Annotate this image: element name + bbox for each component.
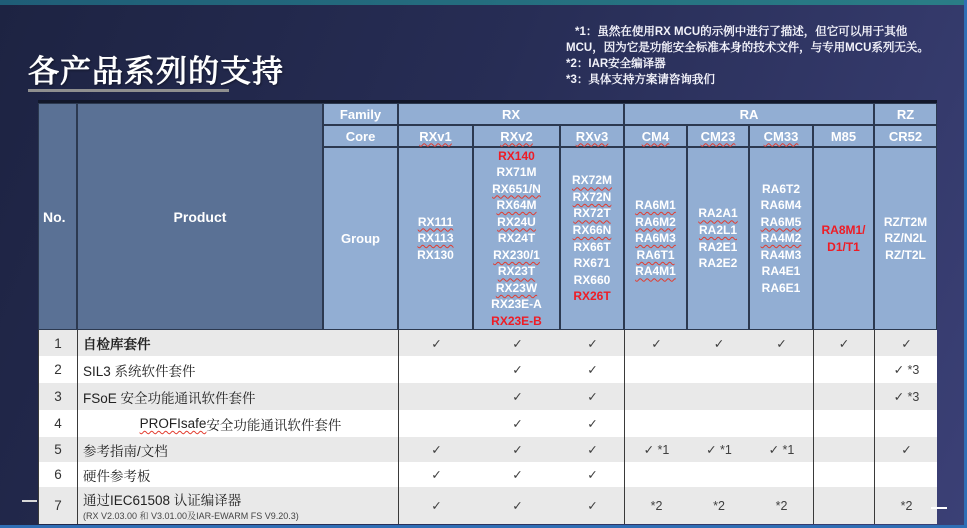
group-item: RX26T — [573, 289, 611, 304]
support-mark: ✓ — [431, 336, 442, 351]
group-item: RZ/T2L — [885, 247, 926, 262]
core-m85 — [813, 125, 874, 147]
group-item: RX651/N — [492, 181, 541, 196]
support-mark — [625, 462, 688, 487]
footnote-3: *3：具体支持方案请咨询我们 — [566, 74, 715, 86]
support-mark: ✓ — [431, 499, 442, 513]
footnote-2: *2：IAR安全编译器 — [566, 58, 666, 70]
support-mark — [688, 410, 750, 437]
core-cr52-label: CR52 — [888, 128, 923, 144]
group-item: RA6M5 — [760, 214, 802, 229]
support-mark — [625, 356, 688, 383]
core-rxv1-label: RXv1 — [419, 128, 452, 144]
group-item: RZ/T2M — [883, 214, 928, 229]
group-cr52 — [874, 147, 937, 330]
group-item: RA2E1 — [698, 239, 738, 254]
row-no: 1 — [39, 330, 78, 356]
support-mark: ✓ — [561, 462, 625, 487]
tick-mark-right — [931, 507, 947, 509]
support-mark: ✓ *1 — [750, 437, 814, 462]
support-mark: ✓ — [431, 443, 442, 457]
group-item: RX111 — [417, 214, 454, 229]
support-mark: ✓ — [561, 383, 625, 410]
support-mark — [399, 356, 474, 383]
group-item: RX23E-A — [491, 297, 542, 312]
group-item: RX24T — [497, 231, 536, 246]
core-cm23-label: CM23 — [700, 128, 736, 144]
support-mark: ✓ — [512, 499, 523, 513]
row-product — [78, 410, 399, 437]
support-mark: ✓ — [512, 443, 523, 457]
support-mark: ✓ — [561, 487, 625, 524]
header-product: Product — [77, 103, 323, 330]
product-sublabel: (RX V2.03.00 和 V3.01.00及IAR-EWARM FS V9.20.3) — [83, 511, 299, 521]
table-row — [38, 462, 937, 487]
support-mark: ✓ *3 — [893, 390, 920, 404]
table-row — [38, 330, 937, 356]
group-item: RA6T2 — [761, 181, 800, 196]
top-accent-bar — [0, 0, 964, 5]
core-cm33 — [749, 125, 813, 147]
support-mark — [688, 356, 750, 383]
row-product — [78, 487, 399, 524]
support-mark: *2 — [650, 498, 663, 513]
group-rxv2 — [473, 147, 560, 330]
core-cm23 — [687, 125, 749, 147]
header-family-label: Family — [323, 103, 398, 125]
group-item: RX23T — [497, 264, 536, 279]
product-label: 自检库套件 — [83, 337, 151, 352]
group-item: RX230/1 — [493, 247, 540, 262]
group-item: RA6M4 — [760, 198, 802, 213]
group-item: RA4M1 — [635, 264, 676, 279]
group-item: RA8M1/ — [821, 222, 866, 237]
support-mark: ✓ — [901, 443, 912, 457]
support-mark: ✓ — [512, 390, 523, 404]
core-rxv2-label: RXv2 — [500, 128, 533, 144]
support-mark: ✓ — [512, 417, 523, 431]
support-mark: ✓ — [561, 330, 625, 356]
footnote-1: *1：虽然在使用RX MCU的示例中进行了描述，但它可以用于其他 — [575, 26, 908, 38]
group-m85 — [813, 147, 874, 330]
support-mark: ✓ — [512, 363, 523, 377]
group-rxv1 — [398, 147, 473, 330]
support-mark: ✓ — [750, 330, 814, 356]
family-rz: RZ — [874, 103, 937, 125]
support-mark — [688, 383, 750, 410]
header-group-label: Group — [323, 147, 398, 330]
product-label-prefix: PROFIsafe — [139, 416, 207, 431]
core-cr52 — [874, 125, 937, 147]
group-item: RZ/N2L — [884, 231, 927, 246]
group-item: RX66T — [573, 239, 611, 254]
group-item: RA2L1 — [698, 222, 737, 237]
group-item: RX71M — [496, 165, 537, 180]
support-mark: ✓ — [651, 336, 662, 351]
core-cm4 — [624, 125, 687, 147]
support-mark — [625, 383, 688, 410]
support-mark: ✓ — [901, 336, 912, 351]
row-no: 4 — [39, 410, 78, 437]
support-mark — [814, 383, 875, 410]
group-item: RA4M3 — [760, 247, 802, 262]
support-mark: *2 — [750, 487, 814, 524]
product-label: 硬件参考板 — [83, 468, 151, 484]
group-item: RA6M1 — [635, 198, 676, 213]
row-no: 3 — [39, 383, 78, 410]
group-item: RA2A1 — [698, 206, 738, 221]
page-title: 各产品系列的支持 — [28, 54, 284, 89]
group-item: RX23E-B — [491, 313, 542, 328]
group-item: RX660 — [573, 272, 611, 287]
core-rxv1 — [398, 125, 473, 147]
core-cm4-label: CM4 — [641, 128, 670, 144]
group-item: RX140 — [498, 148, 535, 163]
row-no: 5 — [39, 437, 78, 462]
support-mark — [814, 410, 875, 437]
group-item: RA6M2 — [635, 214, 676, 229]
group-item: RX66N — [572, 222, 612, 237]
group-item: RX671 — [573, 256, 611, 271]
support-mark — [814, 462, 875, 487]
support-mark: *2 — [713, 498, 725, 513]
row-product — [78, 383, 399, 410]
product-label: 安全功能通讯软件套件 — [206, 417, 342, 433]
table-row — [38, 356, 937, 383]
header-no: No. — [38, 103, 77, 330]
group-item: RX24U — [497, 214, 536, 229]
support-mark: ✓ *1 — [643, 443, 670, 457]
support-mark: ✓ *3 — [893, 363, 920, 377]
group-item: RX72N — [572, 189, 612, 204]
support-mark — [625, 410, 688, 437]
support-mark — [688, 462, 750, 487]
header-core-label: Core — [323, 125, 398, 147]
group-item: RA6E1 — [761, 280, 801, 295]
support-mark — [399, 410, 474, 437]
group-item: RA2E2 — [698, 256, 738, 271]
group-item: RA4E1 — [761, 264, 801, 279]
group-item: RX130 — [417, 247, 454, 262]
group-item: RA4M2 — [760, 231, 802, 246]
group-cm4 — [624, 147, 687, 330]
support-mark — [750, 356, 814, 383]
group-item: D1/T1 — [827, 239, 860, 254]
support-mark: *2 — [900, 498, 913, 513]
footnote-1-cont: MCU，因为它是功能安全标准本身的技术文件，与专用MCU系列无关。 — [566, 42, 929, 54]
table-row — [38, 410, 937, 437]
support-mark: ✓ — [512, 336, 523, 351]
core-m85-label: M85 — [830, 128, 857, 144]
row-no: 7 — [39, 487, 78, 524]
group-item: RX113 — [417, 231, 454, 246]
product-label: 参考指南/文档 — [83, 443, 168, 459]
support-mark — [399, 383, 474, 410]
support-table — [38, 100, 937, 524]
row-product — [78, 462, 399, 487]
family-rx: RX — [398, 103, 624, 125]
group-cm23 — [687, 147, 749, 330]
support-mark — [750, 383, 814, 410]
support-mark: ✓ — [431, 468, 442, 482]
support-mark: ✓ — [561, 356, 625, 383]
support-mark — [814, 437, 875, 462]
core-rxv3 — [560, 125, 624, 147]
core-rxv2 — [473, 125, 560, 147]
row-product — [78, 356, 399, 383]
row-no: 2 — [39, 356, 78, 383]
group-item: RX72T — [573, 206, 611, 221]
core-cm33-label: CM33 — [763, 128, 799, 144]
support-mark — [814, 356, 875, 383]
support-mark — [750, 410, 814, 437]
group-item: RX23W — [495, 280, 538, 295]
support-mark: ✓ — [512, 468, 523, 482]
product-label: 通过IEC61508 认证编译器 — [83, 493, 242, 508]
support-mark: ✓ *1 — [706, 443, 732, 457]
support-mark — [875, 462, 938, 487]
group-cm33 — [749, 147, 813, 330]
support-mark — [875, 410, 938, 437]
tick-mark-left — [22, 500, 37, 502]
table-row — [38, 383, 937, 410]
group-item: RA6M3 — [635, 231, 676, 246]
group-item: RA6T1 — [636, 247, 675, 262]
table-row — [38, 487, 937, 524]
group-item: RX64M — [496, 198, 537, 213]
group-rxv3 — [560, 147, 624, 330]
support-mark: ✓ — [814, 330, 875, 356]
support-mark: ✓ — [561, 410, 625, 437]
core-rxv3-label: RXv3 — [575, 128, 609, 144]
support-mark: ✓ — [561, 437, 625, 462]
title-underline — [28, 89, 229, 92]
product-label: SIL3 系统软件套件 — [83, 363, 196, 379]
family-ra: RA — [624, 103, 874, 125]
footnotes — [566, 24, 962, 88]
row-no: 6 — [39, 462, 78, 487]
row-product — [78, 330, 399, 356]
table-row — [38, 437, 937, 462]
support-mark: ✓ — [713, 336, 725, 351]
support-mark — [814, 487, 875, 524]
support-mark — [750, 462, 814, 487]
product-label: FSoE 安全功能通讯软件套件 — [83, 390, 256, 406]
group-item: RX72M — [571, 173, 612, 188]
row-product — [78, 437, 399, 462]
